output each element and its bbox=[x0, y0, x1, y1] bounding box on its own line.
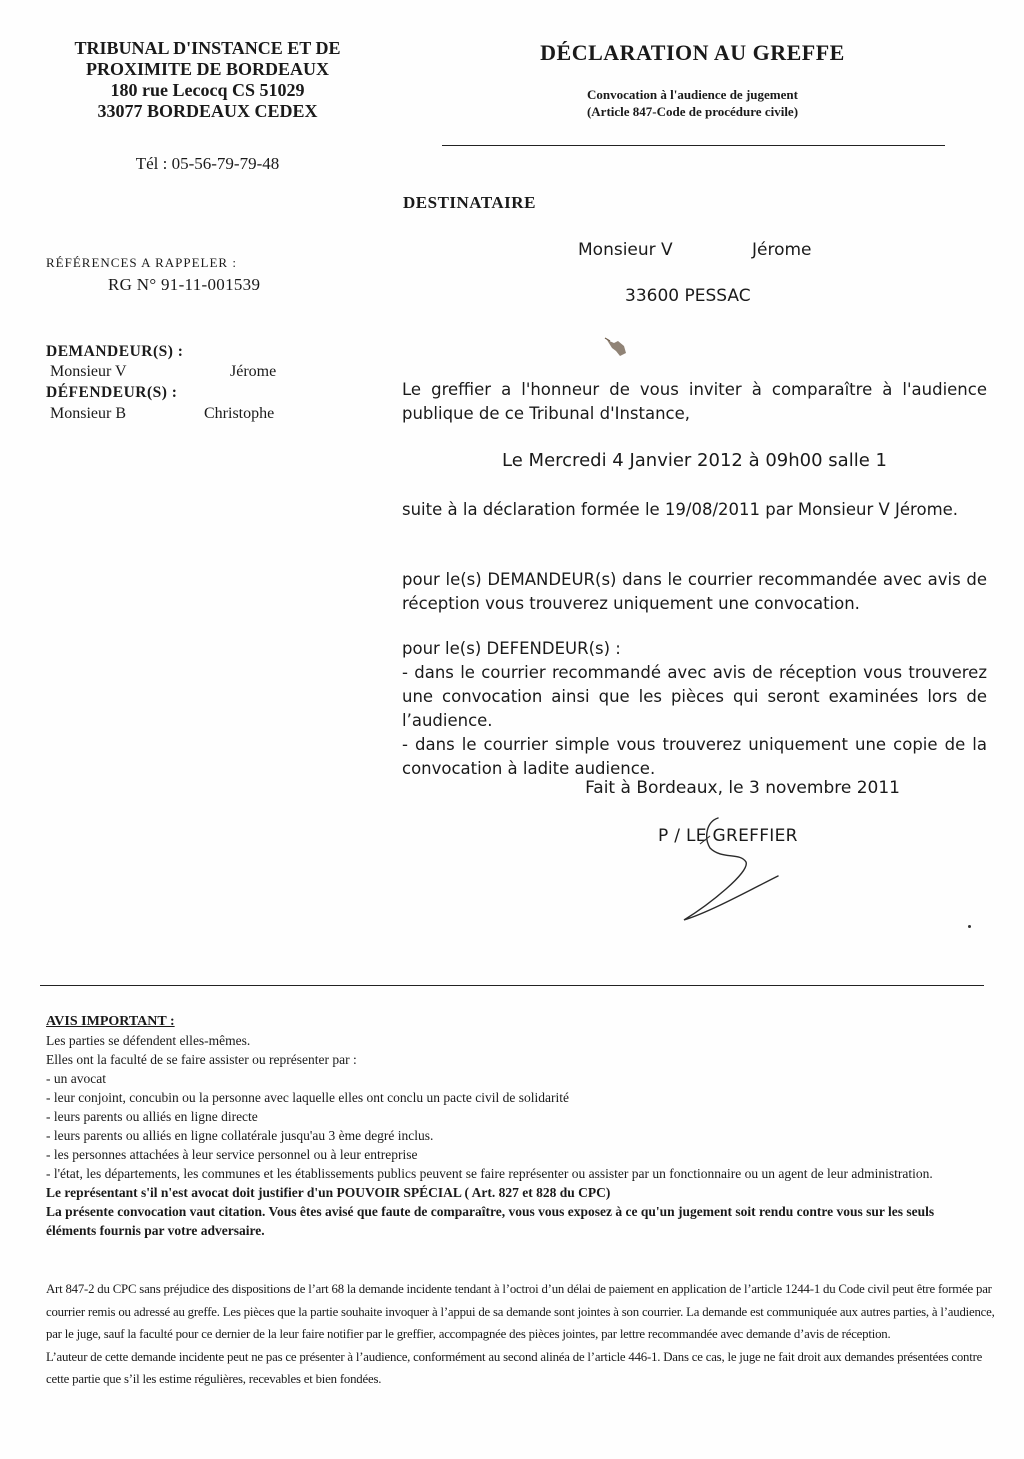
hearing-date: Le Mercredi 4 Janvier 2012 à 09h00 salle 1 bbox=[502, 450, 887, 471]
court-address-block bbox=[40, 38, 375, 122]
document-subtitle bbox=[440, 86, 945, 120]
defendant-notes bbox=[402, 637, 987, 781]
defendant-note-registered: - dans le courrier recommandé avec avis de réception vous trouverez une convocation ainsi que les pièces qui seront examinées lors de l’audience. bbox=[402, 663, 987, 730]
notice-line: Elles ont la faculté de se faire assister ou représenter par : bbox=[46, 1052, 357, 1067]
important-notice bbox=[46, 1012, 986, 1240]
plaintiff-note: pour le(s) DEMANDEUR(s) dans le courrier recommandée avec avis de réception vous trouverez uniquement une convocation. bbox=[402, 570, 987, 613]
notice-line: - un avocat bbox=[46, 1071, 106, 1086]
article-paragraph-2: L’auteur de cette demande incidente peut ne pas ce présenter à l’audience, conformément au second alinéa de l’article 446-1. Dans ce cas, le juge ne fait droit aux demandes présentées contre cette partie que s’il les estime régulières, recevables et bien fondées. bbox=[46, 1349, 983, 1386]
notice-line: - leur conjoint, concubin ou la personne avec laquelle elles ont conclu un pacte civil de solidarité bbox=[46, 1090, 569, 1105]
notice-line: - l'état, les départements, les communes et les établissements publics peuvent se faire représenter ou assister par un fonctionnaire ou un agent de leur administration. bbox=[46, 1166, 933, 1181]
court-postcode-city: 33077 BORDEAUX CEDEX bbox=[97, 101, 318, 121]
court-street: 180 rue Lecocq CS 51029 bbox=[110, 80, 305, 100]
plaintiff-label: DEMANDEUR(S) : bbox=[46, 343, 184, 360]
place-and-date: Fait à Bordeaux, le 3 novembre 2011 bbox=[585, 778, 900, 798]
defendant-first-name: Christophe bbox=[204, 405, 275, 422]
declaration-paragraph: suite à la déclaration formée le 19/08/2011 par Monsieur V Jérome. bbox=[402, 500, 959, 519]
court-phone: Tél : 05-56-79-79-48 bbox=[135, 154, 280, 173]
recipient-label: DESTINATAIRE bbox=[403, 193, 536, 212]
court-name-line-1: TRIBUNAL D'INSTANCE ET DE bbox=[74, 38, 341, 58]
notice-line: - leurs parents ou alliés en ligne directe bbox=[46, 1109, 258, 1124]
special-power-notice: Le représentant s'il n'est avocat doit justifier d'un POUVOIR SPÉCIAL ( Art. 827 et 828 du CPC) bbox=[46, 1185, 611, 1200]
notice-line: Les parties se défendent elles-mêmes. bbox=[46, 1033, 251, 1048]
notice-line: - les personnes attachées à leur service personnel ou à leur entreprise bbox=[46, 1147, 418, 1162]
title-divider bbox=[442, 145, 945, 146]
article-847-2-text bbox=[46, 1278, 996, 1391]
summons-warning: La présente convocation vaut citation. Vous êtes avisé que faute de comparaître, vous vous exposez à ce qu'un jugement soit rendu contre vous sur les seuls éléments fournis par votre adversaire. bbox=[46, 1204, 935, 1238]
plaintiff-first-name: Jérome bbox=[230, 363, 277, 380]
document-title: DÉCLARATION AU GREFFE bbox=[540, 40, 845, 65]
plaintiff-name: Monsieur V bbox=[50, 363, 127, 380]
defendant-name: Monsieur B bbox=[50, 405, 126, 422]
notice-divider bbox=[40, 985, 984, 986]
references-value: RG N° 91-11-001539 bbox=[108, 275, 261, 294]
defendant-label: DÉFENDEUR(S) : bbox=[46, 384, 178, 401]
references-label: RÉFÉRENCES A RAPPELER : bbox=[46, 255, 237, 270]
ink-smudge bbox=[604, 336, 630, 358]
recipient-name: Monsieur V bbox=[578, 240, 673, 260]
court-name-line-2: PROXIMITE DE BORDEAUX bbox=[85, 59, 330, 79]
clerk-signature-label: P / LE GREFFIER bbox=[658, 826, 798, 846]
notice-title: AVIS IMPORTANT : bbox=[46, 1014, 175, 1029]
defendant-note-simple: - dans le courrier simple vous trouverez uniquement une copie de la convocation à ladite audience. bbox=[402, 735, 987, 778]
subtitle-line-1: Convocation à l'audience de jugement bbox=[587, 87, 798, 102]
article-paragraph-1: Art 847-2 du CPC sans préjudice des dispositions de l’art 68 la demande incidente tendant à l’octroi d’un délai de paiement en application de l’article 1244-1 du Code civil peut être formée par courrier remis ou adressé au greffe. Les pièces que la partie souhaite invoquer à l’appui de sa demande sont jointes à son courrier. La demande est communiquée aux autres parties, à l’audience, par le juge, sauf la faculté pour ce dernier de la leur faire notifier par le greffier, accompagnée des pièces jointes, par lettre recommandée avec demande d’avis de réception. bbox=[46, 1282, 995, 1341]
recipient-city: 33600 PESSAC bbox=[625, 286, 751, 306]
recipient-first-name: Jérome bbox=[752, 240, 812, 260]
notice-line: - leurs parents ou alliés en ligne collatérale jusqu'au 3 ème degré inclus. bbox=[46, 1128, 434, 1143]
intro-paragraph: Le greffier a l'honneur de vous inviter à comparaître à l'audience publique de ce Tribunal d'Instance, bbox=[402, 380, 987, 423]
subtitle-line-2: (Article 847-Code de procédure civile) bbox=[586, 104, 799, 119]
defendant-heading: pour le(s) DEFENDEUR(s) : bbox=[402, 639, 621, 658]
stray-dot bbox=[968, 925, 971, 928]
handwritten-signature bbox=[670, 808, 790, 928]
